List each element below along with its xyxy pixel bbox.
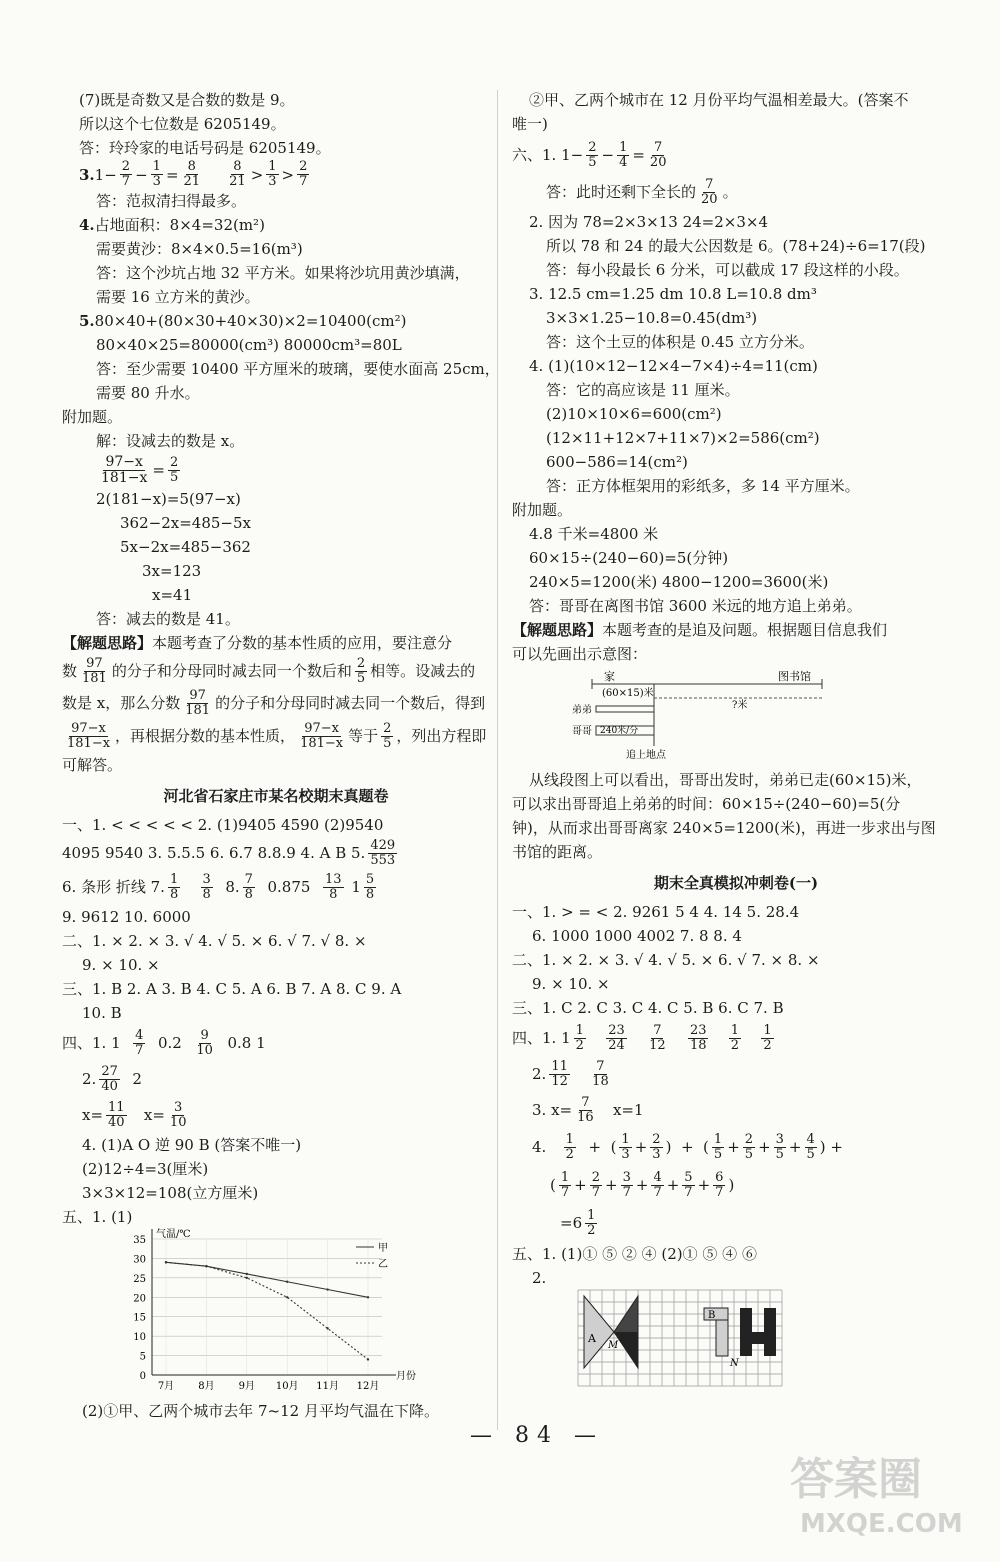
- answer-line: 答：至少需要 10400 平方厘米的玻璃，要使水面高 25cm，: [96, 360, 500, 378]
- watermark-logo: [770, 1432, 980, 1552]
- answer-row: 4095 9540 3. 5.5.5 6. 6.7 8.8.9 4. A B 5. $\frac{429}{553}$: [62, 837, 396, 868]
- x-axis-label: 月份: [396, 1371, 416, 1382]
- temperature-line-chart: [112, 1225, 442, 1395]
- equation-fraction: $\frac{97-x}{181-x}$ = $\frac{2}{5}$: [101, 453, 179, 486]
- answer-row: ( $\frac{1}{7}$ + $\frac{2}{7}$ + $\frac{3}{7}$ + $\frac{4}{7}$ + $\frac{5}{7}$ + $\frac{6}{7}$ ): [550, 1169, 735, 1200]
- thinking-line: 可以求出哥哥追上弟弟的时间：60×15÷(240−60)=5(分: [512, 795, 901, 813]
- y-tick-label: 5: [139, 1351, 146, 1363]
- answer-row: 六、1. 1− $\frac{2}{5}$ − $\frac{1}{4}$ = $\frac{7}{20}$: [512, 139, 667, 170]
- y-tick-label: 20: [133, 1293, 146, 1305]
- page-number: — 84 —: [470, 1423, 604, 1448]
- answer-row: 3×3×12=108(立方厘米): [82, 1184, 259, 1202]
- answer-line: 答：它的高应该是 11 厘米。: [546, 381, 740, 399]
- answer-row: 二、1. × 2. × 3. √ 4. √ 5. × 6. √ 7. √ 8. ×: [62, 932, 367, 950]
- chase-segment-diagram: [572, 670, 852, 760]
- answer-line: 答：玲玲家的电话号码是 6205149。: [79, 139, 331, 157]
- answer-row: 答：此时还剩下全长的 $\frac{7}{20}$ 。: [546, 176, 738, 207]
- y-tick-label: 0: [139, 1371, 146, 1382]
- answer-line: 答：这个沙坑占地 32 平方米。如果将沙坑用黄沙填满，: [96, 264, 470, 282]
- y-tick-label: 30: [133, 1254, 146, 1266]
- x-tick-label: 12月: [356, 1381, 380, 1392]
- data-point: [246, 1277, 248, 1279]
- answer-line: 所以 78 和 24 的最大公因数是 6。(78+24)÷6=17(段): [546, 237, 926, 255]
- y-tick-label: 10: [133, 1332, 146, 1344]
- answer-line: 所以这个七位数是 6205149。: [79, 115, 286, 133]
- y-axis-label: 气温/℃: [156, 1229, 191, 1240]
- thinking-line: 从线段图上可以看出，哥哥出发时，弟弟已走(60×15)米，: [529, 771, 922, 789]
- thinking-line: $\frac{97-x}{181-x}$ ，再根据分数的基本性质， $\frac{97-x}{181-x}$ 等于 $\frac{2}{5}$ ，列出方程即: [67, 720, 487, 751]
- exam-title: 河北省石家庄市某名校期末真题卷: [163, 787, 389, 805]
- unknown-distance-label: ?米: [732, 700, 748, 711]
- answer-row: 一、1. > = < 2. 9261 5 4 4. 14 5. 28.4: [512, 903, 800, 921]
- answer-line: 2(181−x)=5(97−x): [96, 490, 241, 508]
- answer-line: 4. (1)(10×12−12×4−7×4)÷4=11(cm): [529, 357, 818, 375]
- answer-row: 9. × 10. ×: [82, 956, 160, 974]
- thinking-line: 可以先画出示意图：: [512, 645, 648, 663]
- data-point: [286, 1281, 288, 1283]
- q3-expression: 3. 1− $\frac{2}{7}$ − $\frac{1}{3}$ = $\frac{8}{21}$ $\frac{8}{21}$ > $\frac{1}{3}$ > $\frac{2}{7}$: [79, 159, 308, 189]
- thinking-line: 书馆的距离。: [512, 843, 603, 861]
- thinking-line: 数是 x，那么分数 $\frac{97}{181}$ 的分子和分母同时减去同一个数后，得到: [62, 687, 486, 718]
- answer-row: 五、1. (1)① ⑤ ② ④ (2)① ⑤ ④ ⑥: [512, 1245, 757, 1263]
- older-brother-label: 哥哥: [572, 726, 592, 737]
- watermark-title: 答案圈: [790, 1454, 922, 1505]
- answer-row: 6. 条形 折线 7. $\frac{1}{8}$ $\frac{3}{8}$ 8. $\frac{7}{8}$ 0.875 $\frac{13}{8}$ 1 $\frac{5}{8}$: [62, 871, 375, 902]
- answer-line: (7)既是奇数又是合数的数是 9。: [79, 91, 295, 109]
- thinking-line: 可解答。: [62, 756, 123, 774]
- legend-label: 甲: [378, 1243, 388, 1254]
- home-label: 家: [604, 670, 615, 683]
- thinking-line: 【解题思路】本题考查的是追及问题。根据题目信息我们: [512, 621, 888, 639]
- answer-row: 五、1. (1): [62, 1208, 133, 1226]
- answer-line: 3x=123: [142, 562, 202, 580]
- data-point: [326, 1288, 328, 1290]
- answer-line: 答：范叔清扫得最多。: [96, 192, 247, 210]
- answer-line: 362−2x=485−5x: [120, 514, 251, 532]
- data-point: [205, 1265, 207, 1267]
- answer-line: 3×3×1.25−10.8=0.45(dm³): [546, 309, 758, 327]
- answer-row: =6 $\frac{1}{2}$: [560, 1207, 596, 1238]
- answer-row: 4. (1)A O 逆 90 B (答案不唯一): [82, 1136, 302, 1154]
- answer-row: x= $\frac{11}{40}$ x= $\frac{3}{10}$: [82, 1099, 187, 1130]
- answer-row: 2. $\frac{11}{12}$ $\frac{7}{18}$: [532, 1058, 609, 1089]
- answer-line: (2)10×10×6=600(cm²): [546, 405, 722, 423]
- answer-line: 4.8 千米=4800 米: [529, 525, 659, 543]
- left-column: [62, 88, 500, 1423]
- answer-row: (2)①甲、乙两个城市去年 7~12 月平均气温在下降。: [82, 1402, 439, 1420]
- x-tick-label: 11月: [316, 1381, 339, 1392]
- answer-line: 3. 12.5 cm=1.25 dm 10.8 L=10.8 dm³: [529, 285, 817, 303]
- data-point: [165, 1261, 167, 1263]
- answer-line: x=41: [152, 586, 193, 604]
- answer-line: 答：减去的数是 41。: [96, 610, 240, 628]
- legend-label: 乙: [378, 1259, 388, 1270]
- answer-row: 9. 9612 10. 6000: [62, 908, 191, 926]
- answer-row: 2. $\frac{27}{40}$ 2: [82, 1063, 142, 1094]
- thinking-line: 【解题思路】本题考查了分数的基本性质的应用，要注意分: [62, 634, 453, 652]
- distance-label: (60×15)米: [602, 688, 654, 699]
- x-tick-label: 10月: [275, 1381, 299, 1392]
- answer-line: 5x−2x=485−362: [120, 538, 251, 556]
- answer-line: 答：这个土豆的体积是 0.45 立方分米。: [546, 333, 814, 351]
- watermark-url: MXQE.COM: [800, 1509, 963, 1539]
- transformation-grid: [572, 1284, 792, 1396]
- point-m-label: M: [608, 1340, 619, 1351]
- y-tick-label: 35: [133, 1235, 146, 1246]
- answer-line: 5.80×40+(80×30+40×30)×2=10400(cm²): [79, 312, 407, 330]
- thinking-line: 钟)，从而求出哥哥离家 240×5=1200(米)，再进一步求出与图: [512, 819, 936, 837]
- point-n-label: N: [730, 1358, 739, 1369]
- answer-line: 解：设减去的数是 x。: [96, 432, 245, 450]
- answer-row: 三、1. C 2. C 3. C 4. C 5. B 6. C 7. B: [512, 999, 784, 1017]
- answer-row: 3. x= $\frac{7}{16}$ x=1: [532, 1094, 644, 1125]
- answer-row: 四、1. 1 $\frac{4}{7}$ 0.2 $\frac{9}{10}$ 0.8 1: [62, 1027, 266, 1058]
- thinking-line: 数 $\frac{97}{181}$ 的分子和分母同时减去同一个数后和 $\frac{2}{5}$ 相等。设减去的: [62, 655, 476, 686]
- speed-label: 240米/分: [600, 726, 639, 736]
- answer-line: 240×5=1200(米) 4800−1200=3600(米): [529, 573, 829, 591]
- answer-row: 2.: [532, 1269, 547, 1287]
- answer-row: 10. B: [82, 1004, 122, 1022]
- y-tick-label: 15: [133, 1312, 146, 1324]
- shape-a-label: A: [588, 1332, 596, 1345]
- series-line-甲: [166, 1262, 368, 1297]
- library-label: 图书馆: [778, 670, 811, 683]
- answer-line: 600−586=14(cm²): [546, 453, 688, 471]
- answer-row: 三、1. B 2. A 3. B 4. C 5. A 6. B 7. A 8. C 9. A: [62, 980, 402, 998]
- answer-line: 答：每小段最长 6 分米，可以截成 17 段这样的小段。: [546, 261, 909, 279]
- answer-line: (12×11+12×7+11×7)×2=586(cm²): [546, 429, 820, 447]
- answer-line: 需要 16 立方米的黄沙。: [96, 288, 260, 306]
- data-point: [367, 1358, 369, 1360]
- answer-row: 4. $\frac{1}{2}$ + ( $\frac{1}{3}$ + $\frac{2}{3}$ ) + ( $\frac{1}{5}$ + $\frac{2}{5}$ + $\frac{3}{5}$ + $\frac{4}{5}$ ) +: [532, 1131, 843, 1162]
- y-tick-label: 25: [133, 1273, 146, 1285]
- column-divider: [497, 90, 498, 1430]
- x-tick-label: 9月: [238, 1381, 255, 1392]
- right-column: [512, 88, 960, 1400]
- shape-b-label: B: [708, 1310, 716, 1321]
- series-line-乙: [166, 1262, 368, 1359]
- answer-line: 需要 80 升水。: [96, 384, 200, 402]
- x-tick-label: 7月: [157, 1381, 175, 1392]
- data-point: [246, 1273, 248, 1275]
- extra-title: 附加题。: [62, 408, 123, 426]
- answer-row: (2)12÷4=3(厘米): [82, 1160, 209, 1178]
- answer-line: ②甲、乙两个城市在 12 月份平均气温相差最大。(答案不: [529, 91, 909, 109]
- answer-row: 6. 1000 1000 4002 7. 8 8. 4: [532, 927, 742, 945]
- answer-line: 答：正方体框架用的彩纸多，多 14 平方厘米。: [546, 477, 860, 495]
- answer-line: 60×15÷(240−60)=5(分钟): [529, 549, 729, 567]
- answer-line: 2. 因为 78=2×3×13 24=2×3×4: [529, 213, 769, 231]
- x-tick-label: 8月: [198, 1381, 215, 1392]
- answer-row: 二、1. × 2. × 3. √ 4. √ 5. × 6. √ 7. × 8. ×: [512, 951, 820, 969]
- answer-line: 唯一): [512, 115, 548, 133]
- answer-line: 需要黄沙：8×4×0.5=16(m³): [96, 240, 303, 258]
- data-point: [326, 1327, 328, 1329]
- answer-line: 4.占地面积：8×4=32(m²): [79, 216, 265, 234]
- answer-row: 四、1. 1 $\frac{1}{2}$ $\frac{23}{24}$ $\frac{7}{12}$ $\frac{23}{18}$ $\frac{1}{2}$ $\frac{1}{2}$: [512, 1022, 772, 1053]
- extra-title: 附加题。: [512, 501, 573, 519]
- exam2-title: 期末全真模拟冲刺卷(一): [653, 874, 819, 892]
- data-point: [367, 1296, 369, 1298]
- answer-row: 一、1. < < < < < 2. (1)9405 4590 (2)9540: [62, 816, 384, 834]
- younger-brother-label: 弟弟: [572, 705, 592, 716]
- answer-line: 答：哥哥在离图书馆 3600 米远的地方追上弟弟。: [529, 597, 862, 615]
- answer-row: 9. × 10. ×: [532, 975, 610, 993]
- meet-point-label: 追上地点: [626, 750, 666, 760]
- data-point: [286, 1296, 288, 1298]
- answer-line: 80×40×25=80000(cm³) 80000cm³=80L: [96, 336, 402, 354]
